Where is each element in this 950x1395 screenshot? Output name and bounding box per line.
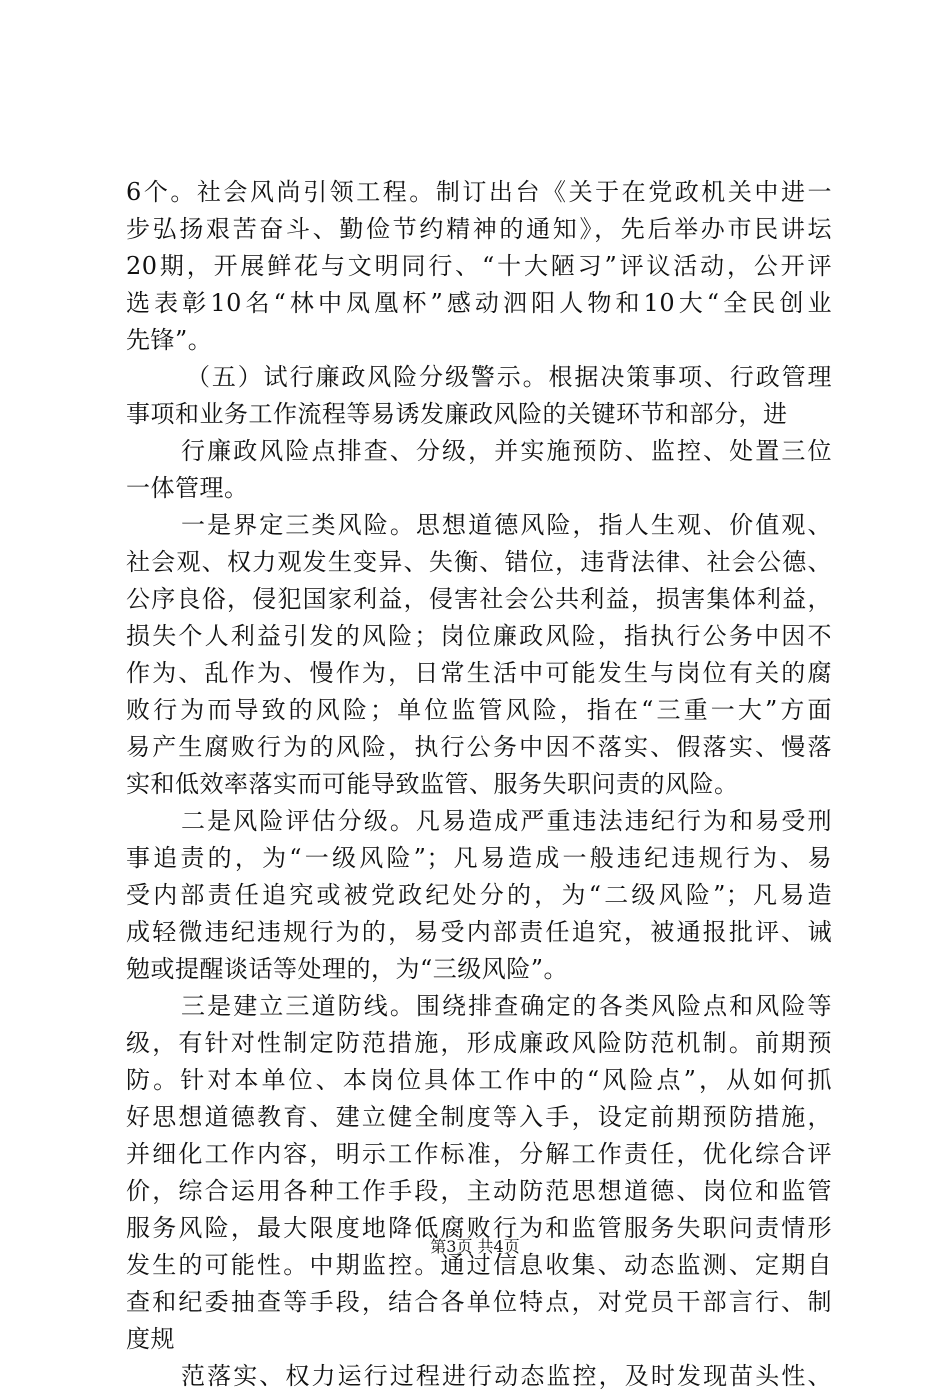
text-line: 实和低效率落实而可能导致监管、服务失职问责的风险。 [126,770,739,798]
text-line: 一体管理。 [126,474,249,502]
text-line: 并细化工作内容，明示工作标准，分解工作责任，优化综合评 [126,1140,832,1168]
text-line: 一是界定三类风险。思想道德风险，指人生观、价值观、 [181,511,832,539]
text-line: 查和纪委抽查等手段，结合各单位特点，对党员干部言行、制 [126,1288,832,1316]
text-line: 损失个人利益引发的风险；岗位廉政风险，指执行公务中因不 [126,622,832,650]
text-line: 受内部责任追究或被党政纪处分的，为“二级风险”；凡易造 [126,881,832,909]
text-line: 度规 [126,1325,175,1353]
text-line: 选表彰10名“林中凤凰杯”感动泗阳人物和10大“全民创业 [126,289,832,317]
text-line: 二是风险评估分级。凡易造成严重违法违纪行为和易受刑 [181,807,832,835]
page-footer: 第3页 共4页 [430,1237,520,1256]
text-line: 败行为而导致的风险；单位监管风险，指在“三重一大”方面 [126,696,832,724]
text-line: 发生的可能性。中期监控。通过信息收集、动态监测、定期自 [126,1251,832,1279]
text-line: 三是建立三道防线。围绕排查确定的各类风险点和风险等 [181,992,832,1020]
text-line: 公序良俗，侵犯国家利益，侵害社会公共利益，损害集体利益， [126,585,832,613]
text-line: 事项和业务工作流程等易诱发廉政风险的关键环节和部分，进 [126,400,788,428]
text-line: 作为、乱作为、慢作为，日常生活中可能发生与岗位有关的腐 [126,659,832,687]
text-line: 范落实、权力运行过程进行动态监控，及时发现苗头性、 [181,1362,832,1390]
text-line: 步弘扬艰苦奋斗、勤俭节约精神的通知》，先后举办市民讲坛 [126,215,832,243]
text-line: 好思想道德教育、建立健全制度等入手，设定前期预防措施， [126,1103,832,1131]
body-text [126,174,832,1395]
text-line: 价，综合运用各种工作手段，主动防范思想道德、岗位和监管 [126,1177,832,1205]
text-line: 事追责的，为“一级风险”；凡易造成一般违纪违规行为、易 [126,844,832,872]
text-line: 勉或提醒谈话等处理的，为“三级风险”。 [126,955,569,983]
text-line: 行廉政风险点排查、分级，并实施预防、监控、处置三位 [181,437,832,465]
text-line: 20期，开展鲜花与文明同行、“十大陋习”评议活动，公开评 [126,252,832,280]
text-line: 防。针对本单位、本岗位具体工作中的“风险点”，从如何抓 [126,1066,832,1094]
text-line: 成轻微违纪违规行为的，易受内部责任追究，被通报批评、诫 [126,918,832,946]
text-line: 社会观、权力观发生变异、失衡、错位，违背法律、社会公德、 [126,548,832,576]
text-line: 级，有针对性制定防范措施，形成廉政风险防范机制。前期预 [126,1029,832,1057]
text-line: 服务风险，最大限度地降低腐败行为和监管服务失职问责情形 [126,1214,832,1242]
text-line: 先锋”。 [126,326,213,354]
text-line: 易产生腐败行为的风险，执行公务中因不落实、假落实、慢落 [126,733,832,761]
text-line: （五）试行廉政风险分级警示。根据决策事项、行政管理 [186,363,832,391]
text-line: 6个。社会风尚引领工程。制订出台《关于在党政机关中进一 [126,178,832,206]
